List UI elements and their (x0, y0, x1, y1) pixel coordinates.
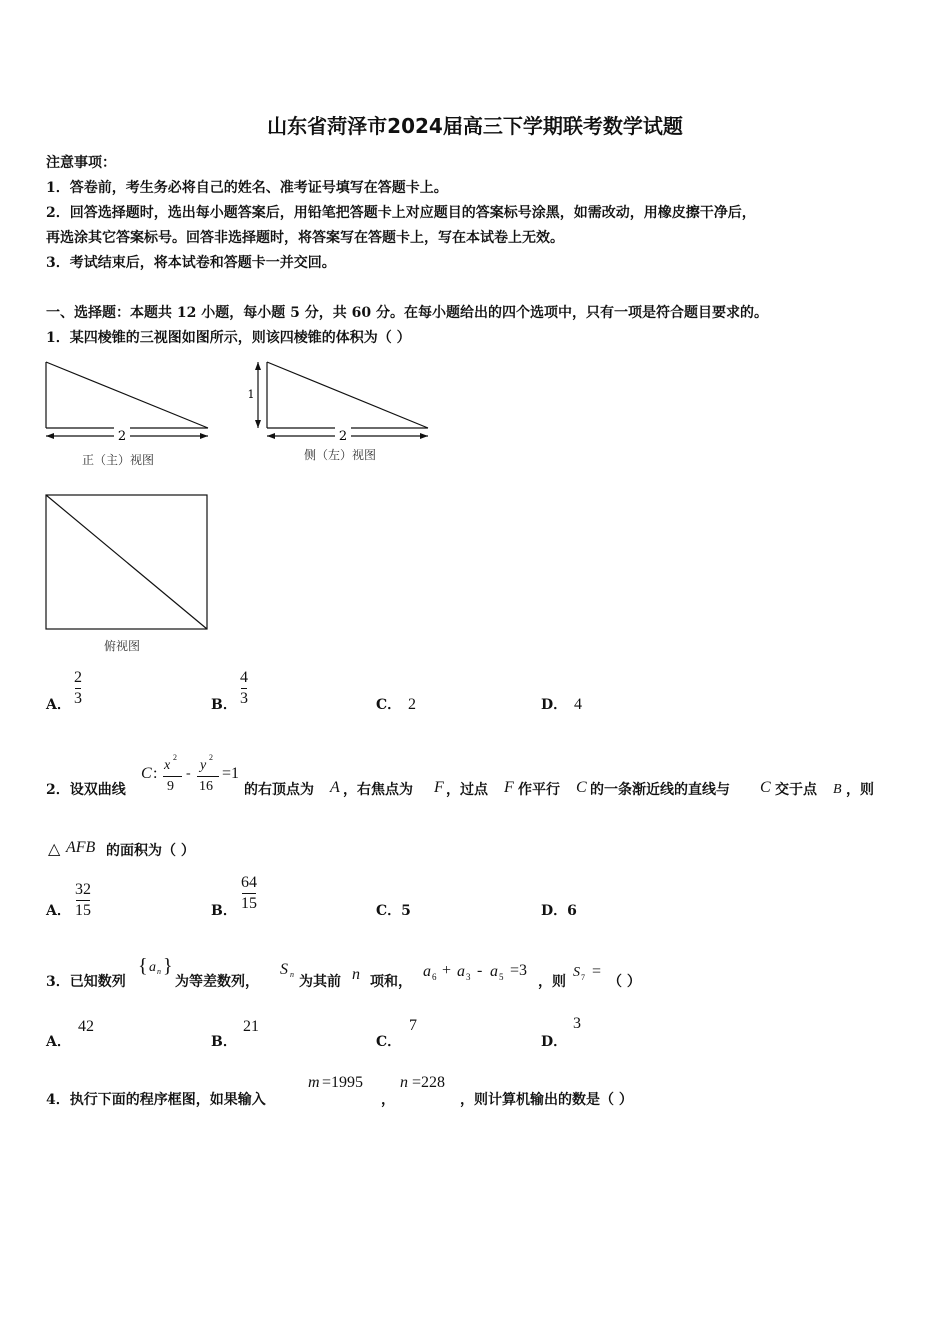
q4-suffix: ，则计算机输出的数是（ ） (460, 1092, 633, 1108)
q2-text-1: 的右顶点为 (244, 782, 314, 798)
q3-s: S (280, 961, 288, 978)
q4-n-value: =228 (412, 1074, 446, 1091)
q3-option-c-value: 7 (409, 1017, 417, 1034)
q3-text-4: ，则 (538, 974, 566, 990)
q3-seq-sub: n (157, 967, 161, 976)
q3-option-c-label: C． (376, 1034, 402, 1050)
q2-point-f: F (434, 779, 444, 796)
q3-option-d-value: 3 (573, 1015, 581, 1032)
q3-plus: + (442, 962, 452, 979)
q2-option-c: C．5 (376, 903, 411, 919)
q2-option-d: D．6 (541, 903, 577, 919)
q3-n: n (352, 966, 360, 983)
q2-option-a-fraction (75, 880, 91, 921)
q2-option-a-label: A． (46, 903, 71, 919)
q2-text-2: ，右焦点为 (343, 782, 413, 798)
q1-stem: 1．某四棱锥的三视图如图所示，则该四棱锥的体积为（ ） (46, 330, 411, 346)
q3-sub3: 3 (466, 972, 471, 982)
q4-prefix: 4．执行下面的程序框图，如果输入 (46, 1092, 266, 1108)
section-heading: 一、选择题：本题共 12 小题，每小题 5 分，共 60 分。在每小题给出的四个选项中，只有一项是符合题目要求的。 (46, 305, 768, 321)
q3-option-a-value: 42 (78, 1018, 94, 1035)
q2-den2: 16 (199, 779, 213, 794)
q3-text-1: 为等差数列， (175, 974, 259, 990)
q2-text-7: ，则 (846, 782, 874, 798)
q4-m: m (308, 1074, 320, 1091)
q3-seq-a: a (149, 960, 156, 975)
q2-text-4: 作平行 (518, 782, 560, 798)
notice-item-1: 1．答卷前，考生务必将自己的姓名、准考证号填写在答题卡上。 (46, 180, 448, 196)
q3-option-b-label: B． (211, 1034, 237, 1050)
front-view-label: 正（主）视图 (81, 453, 155, 467)
q2-curve-c: C (141, 765, 152, 782)
q3-option-d-label: D． (541, 1034, 568, 1050)
q2-text-3: ，过点 (446, 782, 488, 798)
q2-prefix: 2．设双曲线 (46, 782, 126, 798)
q2-a-num: 32 (75, 881, 91, 898)
q4-comma: ， (381, 1092, 395, 1108)
q2-point-f2: F (504, 779, 514, 796)
q3-sub6: 6 (432, 972, 437, 982)
q3-option-a-label: A． (46, 1034, 71, 1050)
side-dim-label: 2 (338, 429, 348, 444)
q2-x-sup: 2 (173, 753, 177, 762)
q3-text-2: 为其前 (299, 974, 341, 990)
q1-a-num: 2 (74, 669, 82, 686)
q3-a6: a (423, 963, 431, 980)
q2-point-b: B (833, 782, 842, 797)
notice-item-3: 3．考试结束后，将本试卷和答题卡一并交回。 (46, 255, 336, 271)
page-title: 山东省菏泽市2024届高三下学期联考数学试题 (267, 114, 683, 138)
q1-three-view-top-row (40, 352, 460, 472)
q1-option-c-value: 2 (408, 696, 416, 713)
q1-a-den: 3 (74, 690, 82, 707)
q3-text-3: 项和， (370, 974, 412, 990)
q2-point-a: A (330, 779, 340, 796)
q2-curve-c3: C (760, 779, 771, 796)
q3-a3: a (457, 963, 465, 980)
q1-option-d-value: 4 (574, 696, 582, 713)
q2-b-num: 64 (241, 874, 257, 891)
notice-item-2-cont: 再选涂其它答案标号。回答非选择题时，将答案写在答题卡上，写在本试卷上无效。 (46, 230, 564, 246)
q1-option-a-label: A． (46, 697, 71, 713)
q2-minus: - (186, 766, 191, 781)
q2-text-5: 的一条渐近线的直线与 (590, 782, 730, 798)
notice-item-2: 2．回答选择题时，选出每小题答案后，用铅笔把答题卡上对应题目的答案标号涂黑，如需改动，用橡皮擦干净后， (46, 205, 756, 221)
q3-sub5: 5 (499, 972, 504, 982)
q2-den1: 9 (167, 779, 174, 794)
q2-option-b-fraction (241, 873, 257, 914)
q3-eq3: =3 (510, 962, 528, 979)
q1-top-view (40, 488, 220, 658)
notice-heading: 注意事项： (46, 155, 116, 171)
q1-option-c-label: C． (376, 697, 402, 713)
q3-option-b-value: 21 (243, 1018, 259, 1035)
q2-y: y (200, 758, 207, 773)
q3-sub7: 7 (581, 973, 585, 982)
q3-prefix: 3．已知数列 (46, 974, 126, 990)
q2-line2-text: 的面积为（ ） (106, 843, 195, 859)
q2-triangle-afb: AFB (66, 839, 96, 856)
q1-option-a-fraction (74, 668, 82, 709)
q3-minus: - (477, 962, 483, 979)
q3-s-sub: n (290, 970, 294, 979)
q2-a-den: 15 (75, 902, 91, 919)
q3-a5: a (490, 963, 498, 980)
q2-eq1: =1 (222, 765, 240, 782)
q1-option-b-label: B． (211, 697, 237, 713)
q4-m-value: =1995 (322, 1074, 364, 1091)
q1-option-d-label: D． (541, 697, 568, 713)
q1-option-b-fraction (240, 668, 248, 709)
front-view-figure (46, 362, 208, 467)
q3-text-5: （ ） (608, 974, 641, 990)
side-view-figure (245, 362, 428, 462)
top-view-label: 俯视图 (103, 639, 141, 653)
q2-y-sup: 2 (209, 753, 213, 762)
q3-eq: = (592, 963, 602, 980)
q2-triangle-symbol: △ (48, 841, 61, 858)
q4-n: n (400, 1074, 408, 1091)
q2-curve-c2: C (576, 779, 587, 796)
q1-b-den: 3 (240, 690, 248, 707)
q2-b-den: 15 (241, 895, 257, 912)
side-view-label: 侧（左）视图 (303, 448, 377, 462)
q2-option-b-label: B． (211, 903, 237, 919)
front-dim-label: 2 (117, 429, 127, 444)
q3-s7: S (573, 965, 580, 980)
q2-colon: : (153, 765, 158, 782)
q2-x: x (164, 758, 171, 773)
q2-text-6: 交于点 (775, 782, 817, 798)
side-height-label: 1 (247, 388, 255, 401)
q1-b-num: 4 (240, 669, 248, 686)
